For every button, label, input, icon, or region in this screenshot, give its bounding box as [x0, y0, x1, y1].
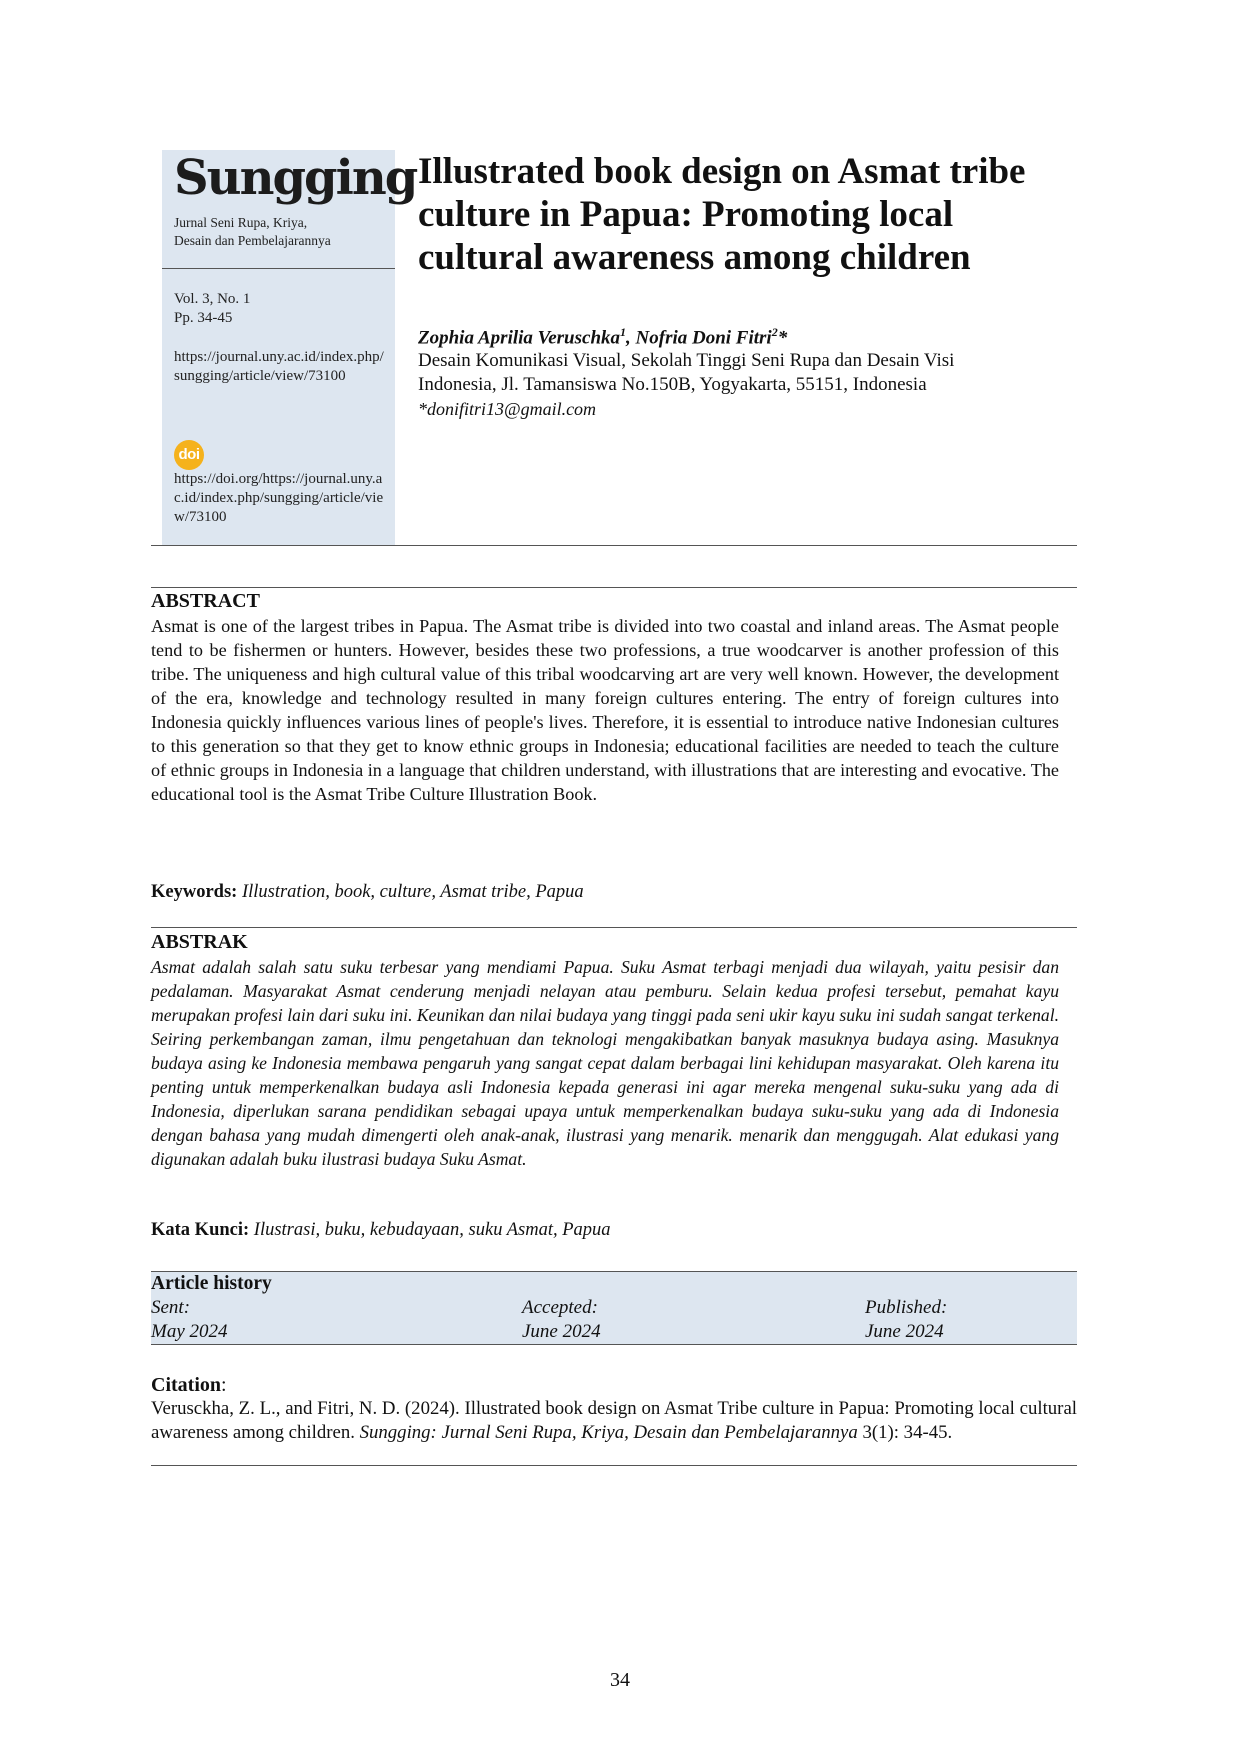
sidebar-divider: [162, 268, 395, 269]
doi-icon: doi: [174, 440, 204, 470]
abstrak-divider: [151, 927, 1077, 928]
pages-info: Pp. 34-45: [174, 310, 233, 326]
citation-end: 3(1): 34-45.: [857, 1422, 953, 1443]
corresponding-mark: *: [777, 327, 788, 349]
abstrak-text: Asmat adalah salah satu suku terbesar yang mendiami Papua. Suku Asmat terbagi menjadi dua wilayah, yaitu pesisir dan pedalaman. Masyarakat Asmat cenderung menjadi nelayan atau pemburu. Selain kedua profesi tersebut, pemahat kayu merupakan profesi lain dari suku ini. Keunikan dan nilai budaya yang tinggi pada seni ukir kayu suku ini sudah sangat terkenal. Seiring perkembangan zaman, ilmu pengetahuan dan teknologi mengakibatkan banyak masuknya budaya asing. Masuknya budaya asing ke Indonesia membawa pengaruh yang sangat cepat dalam berbagai lini kehidupan masyarakat. Oleh karena itu penting untuk memperkenalkan budaya asli Indonesia kepada generasi ini agar mereka mengenal suku-suku yang ada di Indonesia, diperlukan sarana pendidikan sebagai upaya untuk memperkenalkan budaya suku-suku yang ada di Indonesia dengan bahasa yang mudah dimengerti oleh anak-anak, ilustrasi yang menarik. menarik dan menggugah. Alat edukasi yang digunakan adalah buku ilustrasi budaya Suku Asmat.: [151, 957, 1059, 1169]
citation-text: [151, 1397, 1077, 1445]
abstrak-heading: ABSTRAK: [151, 931, 248, 953]
article-title: Illustrated book design on Asmat tribe culture in Papua: Promoting local cultural awareness among children: [418, 151, 1026, 278]
header-divider: [151, 545, 1077, 546]
accepted-value: June 2024: [522, 1321, 601, 1342]
sent-value: May 2024: [151, 1321, 228, 1342]
journal-sidebar: [162, 150, 417, 546]
article-history-box: [151, 1271, 1077, 1345]
keywords-label: Keywords:: [151, 882, 238, 902]
journal-subtitle-line1: Jurnal Seni Rupa, Kriya,: [174, 215, 308, 230]
sent-label: Sent:: [151, 1297, 191, 1318]
published-label: Published:: [865, 1297, 948, 1318]
author-list: [418, 320, 787, 350]
affiliation-line: Desain Komunikasi Visual, Sekolah Tinggi Seni Rupa dan Desain Visi: [418, 350, 955, 371]
author-email[interactable]: *donifitri13@gmail.com: [418, 399, 597, 419]
article-url-link[interactable]: https://journal.uny.ac.id/index.php/sungging/article/view/73100: [174, 349, 384, 384]
abstract-text: Asmat is one of the largest tribes in Papua. The Asmat tribe is divided into two coastal and inland areas. The Asmat people tend to be fishermen or hunters. However, besides these two professions, a true woodcarver is another profession of this tribe. The uniqueness and high cultural value of this tribal woodcarving art are very well known. However, the development of the era, knowledge and technology resulted in many foreign cultures entering. The entry of foreign cultures into Indonesia quickly influences various lines of people's lives. Therefore, it is essential to introduce native Indonesian cultures to this generation so that they get to know ethnic groups in Indonesia; educational facilities are needed to teach the culture of ethnic groups in Indonesia in a language that children understand, with illustrations that are interesting and evocative. The educational tool is the Asmat Tribe Culture Illustration Book.: [151, 616, 1059, 804]
keywords: [151, 880, 584, 904]
kata-kunci-label: Kata Kunci:: [151, 1220, 250, 1240]
author-name: Nofria Doni Fitri: [635, 327, 772, 349]
abstract-divider: [151, 587, 1077, 588]
citation-main: Verusckha, Z. L., and Fitri, N. D. (2024). Illustrated book design on Asmat Tribe culture in Papua: Promoting local cultural awareness among children.: [151, 1398, 1077, 1443]
citation-divider: [151, 1465, 1077, 1466]
affiliation-line: Indonesia, Jl. Tamansiswa No.150B, Yogyakarta, 55151, Indonesia: [418, 374, 927, 395]
published-value: June 2024: [865, 1321, 944, 1342]
page-number: 34: [610, 1669, 630, 1691]
doi-url-link[interactable]: https://doi.org/https://journal.uny.ac.id/index.php/sungging/article/view/73100: [174, 471, 384, 525]
citation-heading-label: Citation: [151, 1374, 221, 1396]
author-affiliation-mark: 2: [771, 325, 778, 339]
author-name: Zophia Aprilia Veruschka: [418, 327, 621, 349]
kata-kunci: [151, 1218, 611, 1242]
kata-kunci-value: Ilustrasi, buku, kebudayaan, suku Asmat, Papua: [253, 1220, 611, 1240]
abstract-heading: ABSTRACT: [151, 590, 260, 612]
volume-info: Vol. 3, No. 1: [174, 291, 251, 307]
article-history-heading: Article history: [151, 1273, 272, 1294]
citation-heading-colon: :: [221, 1374, 227, 1396]
author-separator: ,: [626, 327, 636, 349]
citation-heading: [151, 1373, 227, 1397]
accepted-label: Accepted:: [522, 1297, 598, 1318]
journal-subtitle-line2: Desain dan Pembelajarannya: [174, 233, 331, 248]
keywords-value: Illustration, book, culture, Asmat tribe, Papua: [241, 882, 584, 902]
journal-subtitle: [174, 214, 331, 250]
journal-logo: Sungging: [174, 150, 417, 206]
author-affiliation-mark: 1: [620, 325, 627, 339]
citation-journal: Sungging: Jurnal Seni Rupa, Kriya, Desain dan Pembelajarannya: [359, 1422, 858, 1443]
